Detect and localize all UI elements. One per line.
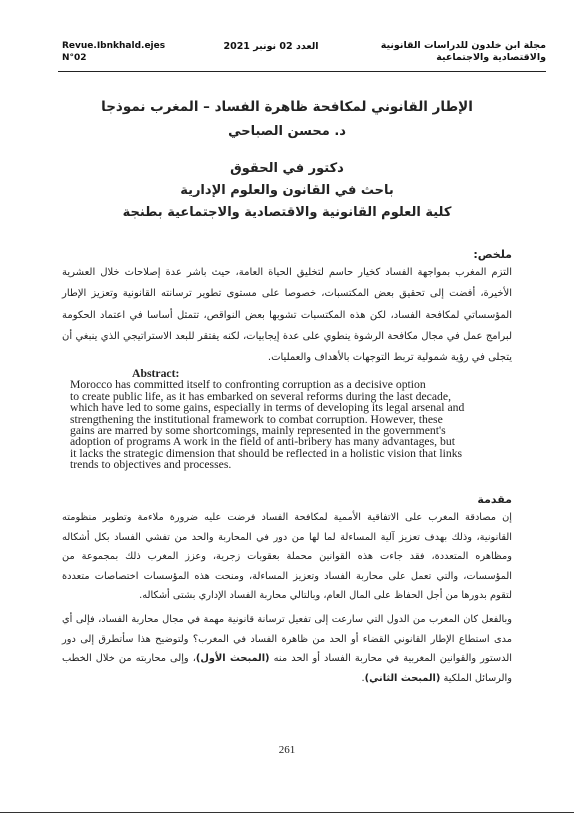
introduction-heading: مقدمة bbox=[477, 493, 512, 506]
introduction-paragraph-2 bbox=[62, 610, 512, 688]
english-abstract-line: it lacks the strategic dimension that should be reflected in a holistic vision that links bbox=[70, 446, 463, 460]
header-rule bbox=[58, 71, 546, 72]
affiliation-role: باحث في القانون والعلوم الإدارية bbox=[180, 183, 394, 198]
english-abstract bbox=[70, 368, 514, 471]
page-number: 261 bbox=[278, 744, 296, 756]
affiliation-institution: كلية العلوم القانونية والاقتصادية والاجتماعية بطنجة bbox=[122, 205, 452, 220]
affiliation-degree: دكتور في الحقوق bbox=[230, 161, 344, 176]
english-abstract-line: adoption of programs A work in the field of anti-bribery has many advantages, but bbox=[70, 435, 455, 449]
journal-reference-line2: N°02 bbox=[62, 53, 87, 63]
english-abstract-line: strengthening the institutional framework to combat corruption. However, these bbox=[70, 412, 443, 426]
journal-name-line1: مجلة ابن خلدون للدراسات القانونية bbox=[380, 40, 546, 51]
english-abstract-heading: Abstract: bbox=[132, 367, 180, 380]
journal-name bbox=[376, 40, 546, 64]
english-abstract-line: which have led to some gains, especially in terms of developing its legal arsenal and bbox=[70, 401, 465, 415]
introduction-paragraph-1: إن مصادقة المغرب على الاتفاقية الأممية لمكافحة الفساد فرضت عليه ضرورة ملاءمة وتطوير منظومته القانونية، وذلك بهدف تعزيز آلية المساءلة لما لها من دور في المحاربة والحد من تفشي الفساد بكل أشكاله ومظاهره المتعددة، فقد جاءت هذه القوانين محملة بعقوبات زجرية، وعزز المغرب ذلك بمجموعة من المؤسسات، والتي تعمل على محاربة الفساد وتعزيز المساءلة، ومنحت هذه المؤسسات اختصاصات متعددة لتقوم بدورها من أجل الحفاظ على المال العام، وبالتالي محاربة الفساد الإداري بشتى أشكاله. bbox=[62, 512, 512, 602]
english-abstract-line: to create public life, as it has embarked on several reforms during the last decade, bbox=[70, 389, 451, 403]
section-2-reference: (المبحث الثاني) bbox=[364, 672, 441, 684]
arabic-abstract-text: التزم المغرب بمواجهة الفساد كخيار حاسم لتخليق الحياة العامة، حيث باشر عدة إصلاحات خلال العشرية الأخيرة، أفضت إلى تحقيق بعض المكتسبات، خصوصا على مستوى تطوير ترسانته القانونية وتعزيز الإطار المؤسساتي لمكافحة الفساد، لكن هذه المكتسبات تشوبها بعض النواقص، تتمثل أساسا في اعتماد الحكومة لبرامج عمل في مجال مكافحة الرشوة ينطوي على عدة إيجابيات، لكنه يفتقر للبعد الاستراتيجي الذي ينبغي أن يتجلى في رؤية شمولية تربط التوجهات بالأهداف والعمليات. bbox=[62, 267, 512, 364]
arabic-abstract-heading: ملخص: bbox=[473, 248, 512, 261]
english-abstract-line: gains are marred by some shortcomings, mainly represented in the government's bbox=[70, 424, 446, 438]
journal-reference bbox=[62, 40, 166, 64]
author-name: د. محسن الصباحي bbox=[228, 124, 346, 139]
journal-reference-line1: Revue.Ibnkhald.ejes bbox=[62, 41, 166, 51]
journal-name-line2: والاقتصادية والاجتماعية bbox=[436, 52, 546, 63]
footer-rule bbox=[0, 812, 574, 813]
introduction-paragraph-2-text: وبالفعل كان المغرب من الدول التي سارعت إلى تفعيل ترسانة قانونية مهمة في مجال محاربة الفساد، فإلى أي مدى استطاع الإطار القانوني القضاء أو الحد من ظاهرة الفساد في المغرب؟ ولتوضيح هذا سأتطرق إلى دور الدستور والقوانين المغربية في محاربة الفساد أو الحد منه bbox=[62, 614, 512, 665]
issue-label: العدد 02 نونبر 2021 bbox=[223, 41, 319, 52]
english-abstract-line: trends to objectives and processes. bbox=[70, 458, 232, 472]
paper-title: الإطار القانوني لمكافحة ظاهرة الفساد – المغرب نموذجا bbox=[101, 99, 473, 115]
section-1-reference: (المبحث الأول) bbox=[195, 653, 270, 665]
introduction-paragraph-2-end: . bbox=[361, 672, 365, 684]
introduction-paragraph-2-mid: ، وإلى محاربته من خلال الخطب والرسائل الملكية bbox=[62, 653, 512, 684]
english-abstract-line: Morocco has committed itself to confronting corruption as a decisive option bbox=[70, 378, 426, 392]
